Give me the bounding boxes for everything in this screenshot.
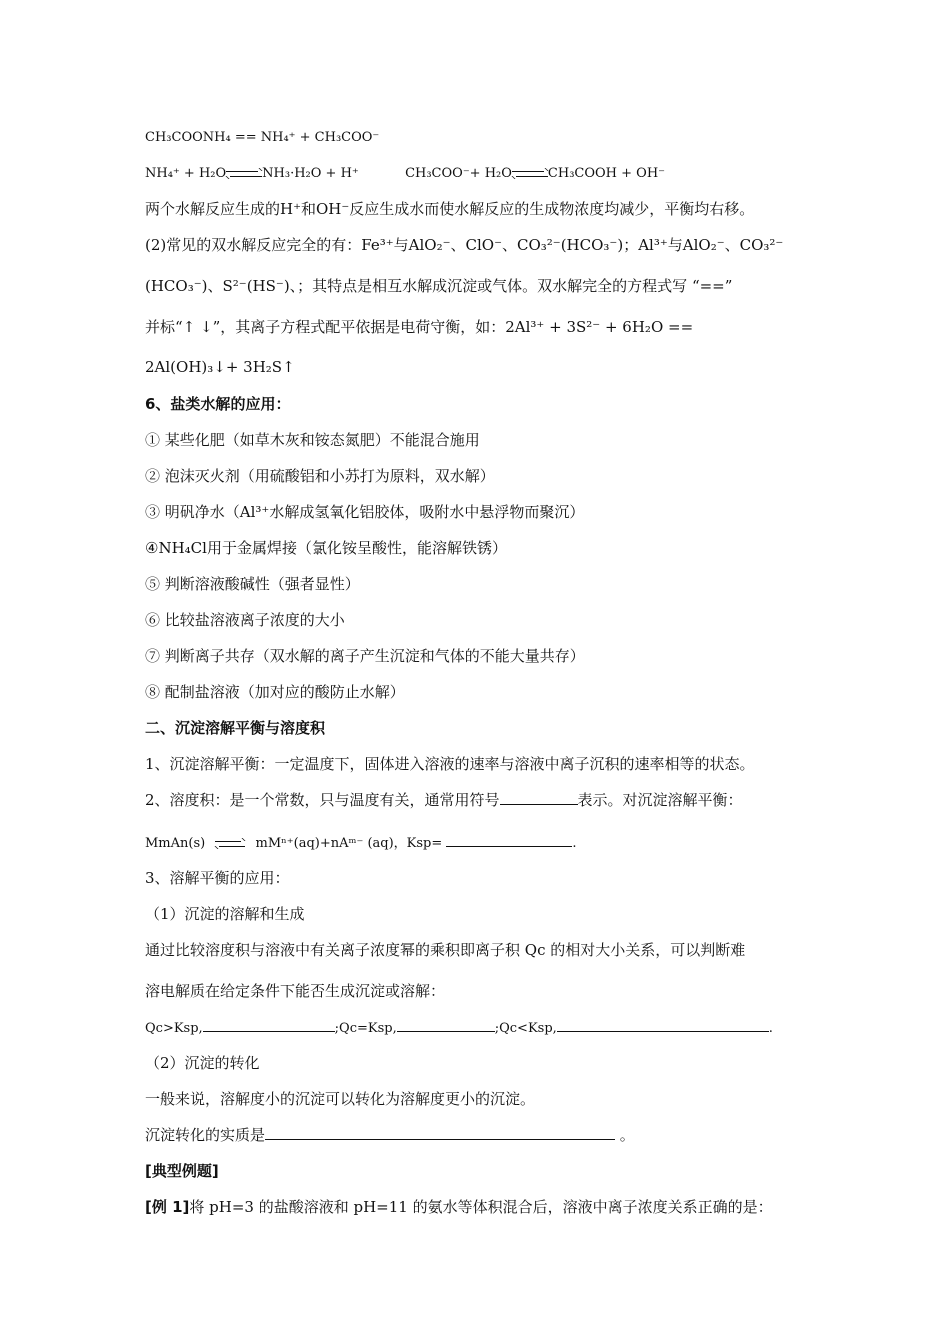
example-label: [例 1]	[145, 1198, 190, 1216]
list-item: ⑤ 判断溶液酸碱性（强者显性）	[145, 575, 360, 593]
fill-blank[interactable]	[397, 1017, 495, 1032]
text-span: 沉淀转化的实质是	[145, 1126, 266, 1144]
list-item: ① 某些化肥（如草木灰和铵态氮肥）不能混合施用	[145, 431, 480, 449]
list-item: ⑦ 判断离子共存（双水解的离子产生沉淀和气体的不能大量共存）	[145, 647, 585, 665]
equation-ionization: CH₃COONH₄ == NH₄⁺ + CH₃COO⁻	[145, 130, 380, 145]
text-span: ;Qc=Ksp,	[334, 1021, 397, 1036]
text-span: Qc>Ksp,	[145, 1021, 203, 1036]
list-item: ④NH₄Cl用于金属焊接（氯化铵呈酸性，能溶解铁锈）	[145, 539, 507, 557]
paragraph-text: 溶电解质在给定条件下能否生成沉淀或溶解：	[145, 982, 446, 1000]
paragraph-text: (HCO₃⁻)、S²⁻(HS⁻)、；其特点是相互水解成沉淀或气体。双水解完全的方程式写 “==”	[145, 277, 733, 295]
paragraph-text: （2）沉淀的转化	[145, 1054, 260, 1072]
fill-blank[interactable]	[557, 1017, 769, 1032]
paragraph-text: 1、沉淀溶解平衡：一定温度下，固体进入溶液的速率与溶液中离子沉积的速率相等的状态。	[145, 755, 755, 773]
text-span: MmAn(s)	[145, 836, 206, 851]
equation-hydrolysis	[145, 164, 665, 184]
text-span: 2、溶度积：是一个常数，只与温度有关，通常用符号	[145, 791, 500, 809]
section-heading: 6、盐类水解的应用：	[145, 395, 291, 413]
eq-left-1: NH₄⁺ + H₂O	[145, 166, 227, 181]
paragraph-text: (2)常见的双水解反应完全的有：Fe³⁺与AlO₂⁻、ClO⁻、CO₃²⁻(HCO₃⁻)；Al³⁺与AlO₂⁻、CO₃²⁻	[145, 236, 784, 254]
text-span: 表示。对沉淀溶解平衡：	[577, 791, 743, 809]
list-item: ② 泡沫灭火剂（用硫酸铝和小苏打为原料，双水解）	[145, 467, 495, 485]
list-item: ③ 明矾净水（Al³⁺水解成氢氧化铝胶体，吸附水中悬浮物而聚沉）	[145, 503, 585, 521]
fill-blank[interactable]	[446, 832, 572, 847]
list-item: ⑧ 配制盐溶液（加对应的酸防止水解）	[145, 683, 405, 701]
text-span: 。	[619, 1126, 635, 1144]
fill-blank[interactable]	[203, 1017, 335, 1032]
paragraph-text	[145, 1125, 635, 1145]
paragraph-text: 一般来说，溶解度小的沉淀可以转化为溶解度更小的沉淀。	[145, 1090, 536, 1108]
section-heading: 二、沉淀溶解平衡与溶度积	[145, 719, 326, 737]
text-span: 将 pH=3 的盐酸溶液和 pH=11 的氨水等体积混合后，溶液中离子浓度关系正确的是：	[189, 1198, 773, 1216]
reversible-arrow-icon	[512, 168, 548, 180]
list-item: ⑥ 比较盐溶液离子浓度的大小	[145, 611, 345, 629]
eq-left-2: CH₃COO⁻+ H₂O	[405, 166, 512, 181]
paragraph-text: 2Al(OH)₃↓+ 3H₂S↑	[145, 358, 295, 376]
text-span: .	[768, 1021, 773, 1036]
paragraph-text: 通过比较溶度积与溶液中有关离子浓度幂的乘积即离子积 Qc 的相对大小关系，可以判断难	[145, 941, 746, 959]
paragraph-text: 并标“↑ ↓”，其离子方程式配平依据是电荷守衡，如：2Al³⁺ + 3S²⁻ + 6H₂O ==	[145, 318, 694, 336]
paragraph-text: 3、溶解平衡的应用：	[145, 869, 290, 887]
fill-blank[interactable]	[265, 1125, 615, 1140]
example-question	[145, 1197, 773, 1217]
fill-blank[interactable]	[500, 790, 578, 805]
text-span: .	[572, 836, 577, 851]
section-heading: [典型例题]	[145, 1162, 219, 1180]
equation-ksp	[145, 832, 577, 854]
paragraph-text: （1）沉淀的溶解和生成	[145, 905, 305, 923]
qc-comparison	[145, 1017, 773, 1039]
paragraph-text	[145, 790, 743, 810]
reversible-arrow-icon	[215, 838, 245, 850]
eq-right-2: CH₃COOH + OH⁻	[547, 166, 666, 181]
eq-right-1: NH₃·H₂O + H⁺	[262, 166, 359, 181]
paragraph-text: 两个水解反应生成的H⁺和OH⁻反应生成水而使水解反应的生成物浓度均减少，平衡均右移。	[145, 200, 755, 218]
reversible-arrow-icon	[226, 168, 262, 180]
text-span: mMⁿ⁺(aq)+nAᵐ⁻ (aq)，Ksp=	[255, 836, 443, 851]
text-span: ;Qc<Ksp,	[494, 1021, 557, 1036]
